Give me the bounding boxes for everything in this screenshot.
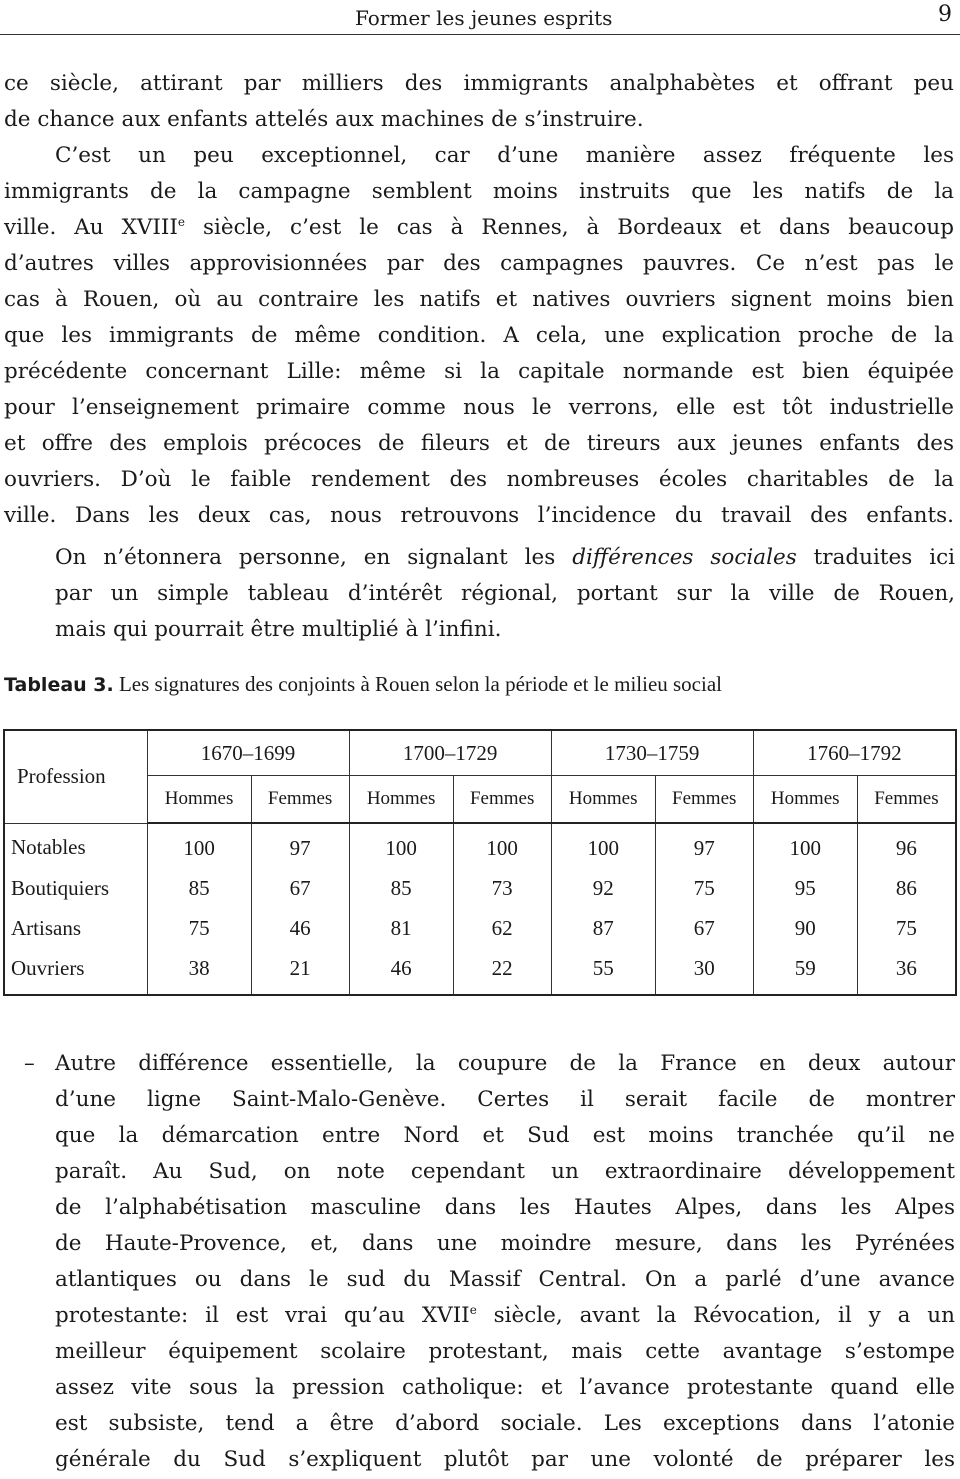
table-cell: 100 (453, 823, 551, 868)
table-cell: 46 (349, 948, 453, 995)
table-header-row (4, 730, 956, 776)
text-line: ville. Dans les deux cas, nous retrouvons l’incidence du travail des enfants. (4, 503, 954, 528)
table-cell: 90 (753, 908, 857, 948)
table-cell: 59 (753, 948, 857, 995)
text-line: C’est un peu exceptionnel, car d’une manière assez fréquente les (55, 143, 954, 168)
text-line: précédente concernant Lille: même si la capitale normande est bien équipée (4, 359, 954, 384)
column-header-sex: Femmes (655, 776, 753, 824)
list-dash: – (24, 1051, 35, 1076)
column-header-period: 1760–1792 (753, 730, 956, 776)
column-header-sex: Femmes (857, 776, 956, 824)
table-cell: 22 (453, 948, 551, 995)
signatures-table (3, 729, 957, 996)
paragraph-intro (4, 66, 954, 534)
table-cell: 85 (349, 868, 453, 908)
text-line: pour l’enseignement primaire comme nous le verrons, elle est tôt industrielle (4, 395, 954, 420)
table-cell: 46 (251, 908, 349, 948)
table-cell: 62 (453, 908, 551, 948)
text-line: meilleur équipement scolaire protestant, mais cette avantage s’estompe (55, 1339, 955, 1364)
table-cell: 100 (753, 823, 857, 868)
table-cell: 100 (147, 823, 251, 868)
superscript: e (469, 1303, 477, 1317)
text-line (55, 612, 955, 648)
column-header-period: 1730–1759 (551, 730, 753, 776)
text-line: de Haute-Provence, et, dans une moindre mesure, dans les Pyrénées (55, 1231, 955, 1256)
column-header-period: 1700–1729 (349, 730, 551, 776)
table-cell: 75 (655, 868, 753, 908)
text-line (55, 540, 955, 576)
table-row (4, 868, 956, 908)
running-title: Former les jeunes esprits (355, 6, 613, 30)
table-cell: 85 (147, 868, 251, 908)
text-span: de chance aux enfants attelés aux machines de s’instruire. (4, 107, 644, 132)
column-header-sex: Femmes (453, 776, 551, 824)
text-line (4, 102, 954, 138)
row-label: Notables (4, 823, 147, 868)
text-line (55, 1298, 955, 1334)
table-cell: 75 (857, 908, 956, 948)
page-number: 9 (938, 2, 952, 27)
paragraph-north-south (55, 1046, 955, 1478)
text-line: que la démarcation entre Nord et Sud est moins tranchée qu’il ne (55, 1123, 955, 1148)
text-line: ouvriers. D’où le faible rendement des nombreuses écoles charitables de la (4, 467, 954, 492)
column-header-profession: Profession (4, 730, 147, 823)
page-header (0, 0, 960, 34)
table-row (4, 908, 956, 948)
text-line: Autre différence essentielle, la coupure de la France en deux autour (55, 1051, 955, 1076)
table-cell: 92 (551, 868, 655, 908)
table-cell: 81 (349, 908, 453, 948)
table-cell: 21 (251, 948, 349, 995)
table-caption-text: Les signatures des conjoints à Rouen selon la période et le milieu social (113, 672, 722, 696)
column-header-sex: Hommes (753, 776, 857, 824)
table-cell: 73 (453, 868, 551, 908)
table-cell: 97 (655, 823, 753, 868)
table-cell: 96 (857, 823, 956, 868)
table-cell: 67 (655, 908, 753, 948)
table-caption (4, 672, 722, 697)
table-row (4, 823, 956, 868)
text-span: siècle, c’est le cas à Rennes, à Bordeaux et dans beaucoup (185, 215, 955, 240)
table-cell: 55 (551, 948, 655, 995)
row-label: Ouvriers (4, 948, 147, 995)
table-subheader-row (4, 776, 956, 824)
emphasis: différences sociales (572, 545, 797, 570)
text-line: de l’alphabétisation masculine dans les Hautes Alpes, dans les Alpes (55, 1195, 955, 1220)
superscript: e (177, 215, 186, 229)
text-span: protestante: il est vrai qu’au XVII (55, 1303, 470, 1328)
table-cell: 36 (857, 948, 956, 995)
column-header-period: 1670–1699 (147, 730, 349, 776)
text-line: cas à Rouen, où au contraire les natifs et natives ouvriers signent moins bien (4, 287, 954, 312)
text-span: traduites ici (796, 545, 955, 570)
text-line: générale du Sud s’expliquent plutôt par une volonté de préparer les (55, 1447, 955, 1472)
text-line: d’autres villes approvisionnées par des campagnes pauvres. Ce n’est pas le (4, 251, 954, 276)
column-header-sex: Femmes (251, 776, 349, 824)
text-span: siècle, avant la Révocation, il y a un (476, 1303, 955, 1328)
table-row (4, 948, 956, 995)
table-cell: 100 (551, 823, 655, 868)
text-line: immigrants de la campagne semblent moins instruits que les natifs de la (4, 179, 954, 204)
text-line (4, 210, 954, 246)
row-label: Boutiquiers (4, 868, 147, 908)
text-line: ce siècle, attirant par milliers des immigrants analphabètes et offrant peu (4, 71, 954, 96)
table-cell: 38 (147, 948, 251, 995)
table-caption-label: Tableau 3. (4, 674, 114, 696)
text-line: par un simple tableau d’intérêt régional, portant sur la ville de Rouen, (55, 581, 955, 606)
text-span: On n’étonnera personne, en signalant les (55, 545, 573, 570)
paragraph-social-differences (55, 540, 955, 648)
table-cell: 86 (857, 868, 956, 908)
table-cell: 100 (349, 823, 453, 868)
text-span: mais qui pourrait être multiplié à l’infini. (55, 617, 502, 642)
text-line: atlantiques ou dans le sud du Massif Central. On a parlé d’une avance (55, 1267, 955, 1292)
column-header-sex: Hommes (349, 776, 453, 824)
table-cell: 67 (251, 868, 349, 908)
text-line: que les immigrants de même condition. A cela, une explication proche de la (4, 323, 954, 348)
column-header-sex: Hommes (147, 776, 251, 824)
header-rule (0, 34, 960, 35)
text-line: est subsiste, tend a être d’abord sociale. Les exceptions dans l’atonie (55, 1411, 955, 1436)
row-label: Artisans (4, 908, 147, 948)
text-line: et offre des emplois précoces de fileurs et de tireurs aux jeunes enfants des (4, 431, 954, 456)
text-line: d’une ligne Saint-Malo-Genève. Certes il serait facile de montrer (55, 1087, 955, 1112)
table-cell: 30 (655, 948, 753, 995)
table-cell: 87 (551, 908, 655, 948)
text-span: ville. Au XVIII (4, 215, 178, 240)
table-cell: 95 (753, 868, 857, 908)
table-cell: 75 (147, 908, 251, 948)
table-cell: 97 (251, 823, 349, 868)
text-line: assez vite sous la pression catholique: et l’avance protestante quand elle (55, 1375, 955, 1400)
column-header-sex: Hommes (551, 776, 655, 824)
text-line: paraît. Au Sud, on note cependant un extraordinaire développement (55, 1159, 955, 1184)
